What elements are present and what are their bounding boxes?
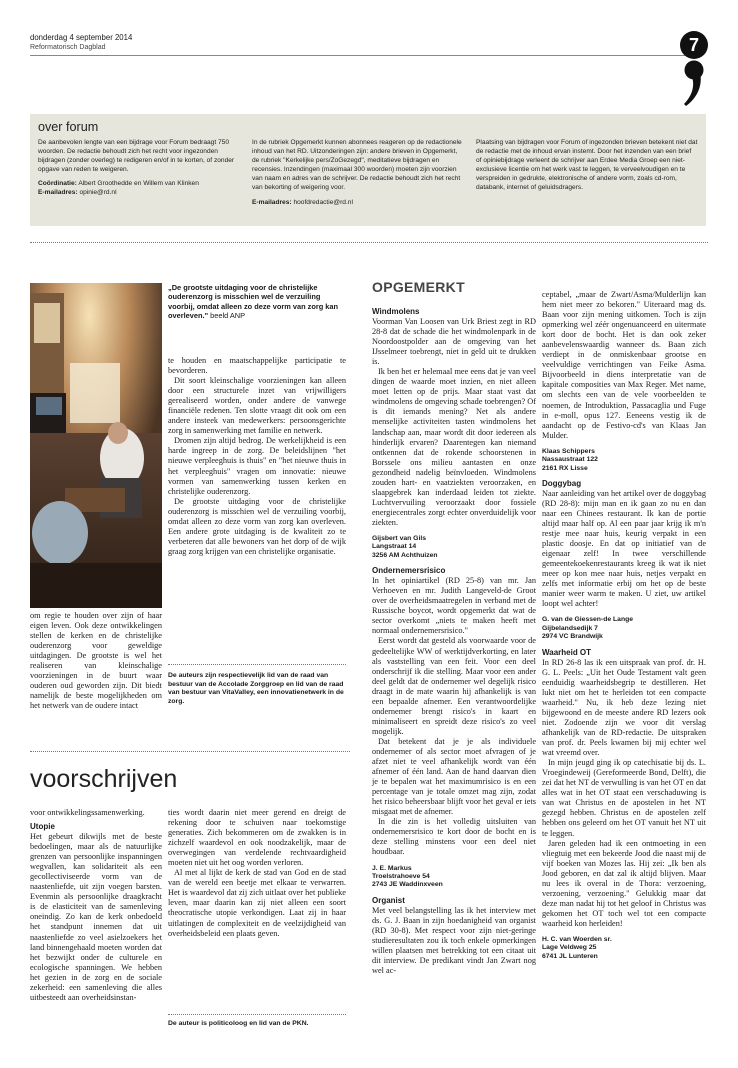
- letter-signature: [372, 865, 536, 890]
- letter-heading: Waarheid OT: [542, 647, 592, 657]
- voorschrijven-para: ties wordt daarin niet meer gerend en dreigt de rekening door te schuiven naar toekomstige generaties. Zich bekommeren om de zwakken is in zichzelf waardevol en ook noodzakelijk, maar de overwegingen van verdelende rechtvaardigheid moeten niet uit het oog worden verloren.: [168, 808, 346, 868]
- article-left-column: [30, 611, 162, 711]
- forum-coordination: [38, 179, 242, 188]
- voorschrijven-para: Al met al lijkt de kerk de stad van God en de stad van de wereld een beetje met elkaar te verwarren. Het is waardevol dat zij zich uitlaat over het publieke leven, maar daarin kan zij niet alleen een soort theocratische utopie verkondigen. Laat zij in haar uitlatingen de complexiteit en de veelzijdigheid van overheidsbeleid een plaats geven.: [168, 868, 346, 938]
- letter-paragraph: In mijn jeugd ging ik op catechisatie bij ds. L. Vroegindeweij (Gereformeerde Bond, Delft), die zei dat het NT de verwulling is van het OT en dat alles wat in het OT staat een verschaduwing is van wat Christus en de apostelen in het NT gezegd hebben. Christus en de apostelen zelf hebben ons geleerd om het OT vanuit het NT uit te leggen.: [542, 758, 706, 838]
- letter-paragraph: In het opiniartikel (RD 25-8) van mr. Jan Verhoeven en mr. Judith Langeveld-de Groot over de overheidsmaatregelen in verband met de Russische boycot, wordt opgemerkt dat wat de sector overkomt „niets te maken heeft met normaal ondernemersrisico.": [372, 576, 536, 636]
- letter-paragraph: Naar aanleiding van het artikel over de doggybag (RD 28-8): mijn man en ik gaan zo nu en dan naar een Chinees restaurant. Ik kan de portie altijd maar half op. Al een paar jaar krijg ik m'n restje mee naar huis, keurig verpakt in een plastic doosje. En dat op initiatief van de eigenaar zelf! In twee verschillende gemeentekoekenrestaurants kreeg ik wat ik niet meer op kon mee naar huis, netjes verpakt en zelfs met informatie erbij om het op de beste manier weer warm te maken. U ziet, uw artikel loopt wel achter!: [542, 488, 706, 609]
- signature-city: 2161 RX Lisse: [542, 464, 588, 472]
- letter-paragraph: In die zin is het volledig uitsluiten van ondernemersrisico te kort door de bocht en is deze stelling minstens voor een deel niet houdbaar.: [372, 817, 536, 857]
- letter-paragraph: Met veel belangstelling las ik het interview met ds. G. J. Baan in zijn hoedanigheid van organist (RD 30-8). Met respect voor zijn niet-geringe studieresultaten zou ik toch enkele opmerkingen willen plaatsen met betrekking tot een citaat uit dit interview. De predikant vindt Jan Zwart nog wel ac-: [372, 905, 536, 976]
- letter-signature: [542, 936, 706, 961]
- signature-name: Gijsbert van Gils: [372, 534, 427, 542]
- letter-signature: [542, 448, 706, 473]
- email2-link[interactable]: hoofdredactie@rd.nl: [293, 198, 353, 206]
- letter-paragraph: Jaren geleden had ik een ontmoeting in een vliegtuig met een bekeerde Jood die naast mij de vijf boeken van Mozes las. Hij zei: „Ik ben als Jood geboren, en dat zal ik altijd blijven. Maar nu lees ik overal in de Thora: verzoening, verzoening, verzoening." Gelukkig maar dat deze man nadat hij tot het geloof in Christus was gekomen het OT toch wel tot een compacte waarheid kon herleiden!: [542, 838, 706, 928]
- signature-addr: Langstraat 14: [372, 543, 417, 551]
- article-para: De grootste uitdaging voor de christelijke ouderenzorg is misschien wel de verzuiling voorbij, omdat alleen zo deze vorm van zorg kan overleven. Een andere grote uitdaging is de kwaliteit zo te verbeteren dat alle bewoners van het dorp of de wijk graag zorg krijgen van een christelijke organisatie.: [168, 496, 346, 556]
- coord-label: Coördinatie:: [38, 180, 77, 188]
- letter-paragraph: In RD 26-8 las ik een uitspraak van prof. dr. H. G. L. Peels: „Uit het Oude Testament valt geen eenduidig waarheidsbegrip te destilleren. Het lukt niet om het te herleiden tot een compacte waarheid." Nu, ik heb deze lezing niet bijgewoond en de meeste andere RD lezers ook niet. Zodoende zijn we voor dit verslag afhankelijk van de RD-redactie. De uitspraken van prof. dr. Peels kwamen bij mij echter wel wat vreemd over.: [542, 657, 706, 758]
- author-divider: [168, 664, 346, 665]
- forum-guidelines: De aanbevolen lengte van een bijdrage voor Forum bedraagt 750 woorden. De redactie behoudt zich het recht voor ingezonden bijdragen (zonder overleg) te redigeren en/of in te korten, of zonder opgave van reden te weigeren.: [38, 139, 235, 174]
- signature-city: 2974 VC Brandwijk: [542, 633, 603, 641]
- forum-col-1: [38, 138, 242, 198]
- letter-heading: Ondernemersrisico: [372, 566, 446, 576]
- opgemerkt-column-1: [372, 303, 536, 976]
- email-label: E-mailadres:: [38, 189, 78, 197]
- signature-name: H. C. van Woerden sr.: [542, 935, 612, 943]
- letter-paragraph: Voorman Van Loosen van Urk Briest zegt in RD 28-8 dat de schade die het windmolenpark in de Noordoostpolder aan de omgeving van het IJsselmeer toebrengt, niet in geld uit te drukken is.: [372, 317, 536, 367]
- voorschrijven-author-note: De auteur is politicoloog en lid van de PKN.: [168, 1020, 309, 1027]
- article-para: Dromen zijn altijd bedrog. De werkelijkheid is een harde ingreep in de zorg. De beleidslijnen "het nieuwe verpleeghuis is thuis" en "het nieuwe thuis in het verpleeghuis" vragen om innovatie: nieuwe vormen van samenwerking tussen kerken en christelijke ouderenzorg.: [168, 436, 346, 496]
- email-link[interactable]: opinie@rd.nl: [79, 189, 117, 197]
- letter-heading: Organist: [372, 895, 405, 905]
- forum-col-3: Plaatsing van bijdragen voor Forum of ingezonden brieven betekent niet dat de redactie met de inhoud ervan instemt. Door het inzenden van een brief of opiniebijdrage verleent de schrijver aan Erdee Media Groep een niet-exclusieve licentie om het werk vast te leggen, te verveelvoudigen en te verspreiden in gedrukte, elektronische of andere vorm, zoals cd-rom, databank, internet of geluidsdragers.: [476, 139, 698, 192]
- forum-title: over forum: [38, 120, 99, 134]
- signature-city: 6741 JL Lunteren: [542, 952, 598, 960]
- author-note: De auteurs zijn respectievelijk lid van de raad van bestuur van de Accolade Zorggroep en lid van de raad van bestuur van VitaValley, een innovatienetwerk in de zorg.: [168, 672, 344, 706]
- letter-paragraph: Eerst wordt dat gesteld als voorwaarde voor de gedeeltelijke WW of werktijdverkorting, en later als vaststelling van een feit. Voor een deel onderschrijf ik die stelling. Maar voor een ander deel geldt dat de ondernemer wel degelijk risico draagt in de mate waarin hij afhankelijk is van een bepaalde afnemer. Een verantwoordelijke ondernemer brengt risico's in kaart en minimaliseert en spreidt deze risico's zo veel mogelijk.: [372, 636, 536, 736]
- page-date: donderdag 4 september 2014: [30, 33, 133, 42]
- article-para: te houden en maatschappelijke participatie te bevorderen.: [168, 356, 346, 376]
- opgemerkt-title: OPGEMERKT: [372, 279, 465, 295]
- photo-caption: [168, 283, 346, 321]
- voorschrijven-title: voorschrijven: [30, 765, 178, 793]
- voorschrijven-lead: voor ontwikkelingssamenwerking.: [30, 808, 145, 817]
- letter-paragraph: Dat betekent dat je je als individuele ondernemer of als sector moet afvragen of je afzet niet te veel afhankelijk wordt van één afnemer of één land. Aan de hand daarvan dien je te bepalen wat het maximumrisico is en een percentage van je totale omzet mag zijn, zodat het risico beheersbaar blijft voor het geval er iets misgaat met de afnemer.: [372, 736, 536, 817]
- opgemerkt-email: [252, 198, 466, 207]
- voorschrijven-author-divider: [168, 1014, 346, 1015]
- opgemerkt-guidelines: In de rubriek Opgemerkt kunnen abonnees reageren op de redactionele inhoud van het RD. Uitzonderingen zijn: andere brieven in Opgemerkt, de rubriek "Kerkelijke pers/ZoGezegd", meditatieve bijdragen en recensies. Inzendingen (maximaal 300 woorden) moeten zijn voorzien van naam en adres van de schrijver. De redactie behoudt zich het recht van bekorting of weigering voor.: [252, 139, 462, 192]
- signature-addr: Troelstrahoeve 54: [372, 872, 430, 880]
- letter-heading: Windmolens: [372, 307, 420, 316]
- letter-paragraph: Ik ben het er helemaal mee eens dat je van veel dingen de waarde moet inzien, en niet alleen moet letten op de prijs. Maar staat vast dat windmolens de omgeving schade toebrengen? Of is dit iemands mening? Net als andere menselijke activiteiten tasten windmolens het landschap aan, maar wordt dit door iedereen als hinderlijk ervaren? Daarentegen kan niemand ontkennen dat de rokende schoorstenen in Borssele ons milieu aantasten en onze gezondheid nadelig beïnvloeden. Windmolens zouden hart- en vaatziekten veroorzaken, en slaapgebrek kan inderdaad leiden tot ziekte. Luchtvervuiling veroorzaakt door fossiele energiecentrales zorgt echter onverduidelijk voor ziekten.: [372, 367, 536, 527]
- article-left-text: om regie te houden over zijn of haar eigen leven. Ook deze ontwikkelingen stellen de kerken en de christelijke ouderenzorg voor geweldige uitdagingen. De grootste is wel het realiseren van kleinschalige voorzieningen in de buurt waar ouderen oud geworden zijn. Dit biedt namelijk de beste mogelijkheden om het netwerk van de oudere intact: [30, 611, 162, 711]
- voorschrijven-col-1: [30, 808, 162, 1003]
- coord-value: Albert Groothedde en Willem van Klinken: [78, 180, 199, 188]
- signature-name: J. E. Markus: [372, 864, 412, 872]
- signature-addr: Gijbelandsedijk 7: [542, 624, 598, 632]
- signature-addr: Nassaustraat 122: [542, 456, 598, 464]
- caption-credit: beeld ANP: [210, 311, 246, 321]
- utopie-text: Het gebeurt dikwijls met de beste bedoelingen, maar als de natuurlijke grenzen van persoonlijke inspanningen wegvallen, kan solidariteit als een gecollectiviseerde vorm van de naastenliefde, uit zijn voegen barsten. Evenmin als persoonlijke draagkracht is de elasticiteit van de samenleving oneindig. Zo kan de kerk onbedoeld het standpunt innemen dat uit naastenliefde zo veel asielzoekers het land binnengehaald moeten worden dat het bezwijkt onder de culturele en ecologische spanningen. We hebben het gezien in de zorg en de sociale zekerheid: een samenleving die alles uitbesteedt aan overheidsinstan-: [30, 832, 162, 1002]
- letter-heading: Doggybag: [542, 478, 582, 488]
- forum-col-2: [252, 138, 466, 207]
- forum-info-box: [30, 114, 706, 226]
- forum-email: [38, 188, 242, 197]
- section-divider-2: [30, 751, 350, 752]
- comma-ornament: [683, 60, 705, 108]
- header-rule: [30, 55, 690, 56]
- opgemerkt-column-2: [542, 290, 706, 967]
- signature-name: G. van de Giessen-de Lange: [542, 616, 634, 624]
- section-divider: [30, 242, 708, 243]
- letter-signature: [542, 616, 706, 641]
- letter-signature: [372, 535, 536, 560]
- signature-name: Klaas Schippers: [542, 447, 595, 455]
- article-para: Dit soort kleinschalige voorzieningen kan alleen door een structurele inzet van vrijwilligers gerealiseerd worden, onder andere de vanwege financiële redenen. Ten slotte vraagt dit ook om een andere insteek van medewerkers: persoonsgerichte zorg in samenwerking met familie en netwerk.: [168, 376, 346, 436]
- voorschrijven-col-2: [168, 808, 346, 939]
- paper-name: Reformatorisch Dagblad: [30, 44, 106, 51]
- article-right-column: [168, 356, 346, 557]
- signature-city: 3256 AM Achthuizen: [372, 551, 438, 559]
- letter-paragraph: ceptabel, „maar de Zwart/Asma/Mulderlijn kan hem niet meer zo bekoren." Uiteraard mag ds. Baan voor zijn mening uitkomen. Toch is zijn opmerking wel zéér ongenuanceerd en uitermate kort door de bocht. Het is dan ook zeker aanbevelenswaardig wanneer ds. Baan zich verdiept in de onmiskenbaar grootse en veelvuldige verrichtingen van Feike Asma. Bijvoorbeeld in diens interpretatie van de kapitale composities van Max Reger. Met name, om slechts een van de vele voorbeelden te noemen, de Introduktion, Passacaglia und Fuge in e-moll, opus 127. Eeneens vestig ik de aandacht op de Festivo-cd's van Klaas Jan Mulder.: [542, 290, 706, 440]
- utopie-heading: Utopie: [30, 822, 55, 832]
- signature-addr: Lage Veldweg 25: [542, 944, 597, 952]
- signature-city: 2743 JE Waddinxveen: [372, 881, 443, 889]
- caption-quote: „De grootste uitdaging voor de christelijke ouderenzorg is misschien wel de verzuiling voorbij, omdat alleen zo deze vorm van zorg kan overleven.": [168, 283, 339, 321]
- article-photo: [30, 283, 162, 608]
- email2-label: E-mailadres:: [252, 198, 292, 206]
- page-number-badge: 7: [680, 31, 708, 59]
